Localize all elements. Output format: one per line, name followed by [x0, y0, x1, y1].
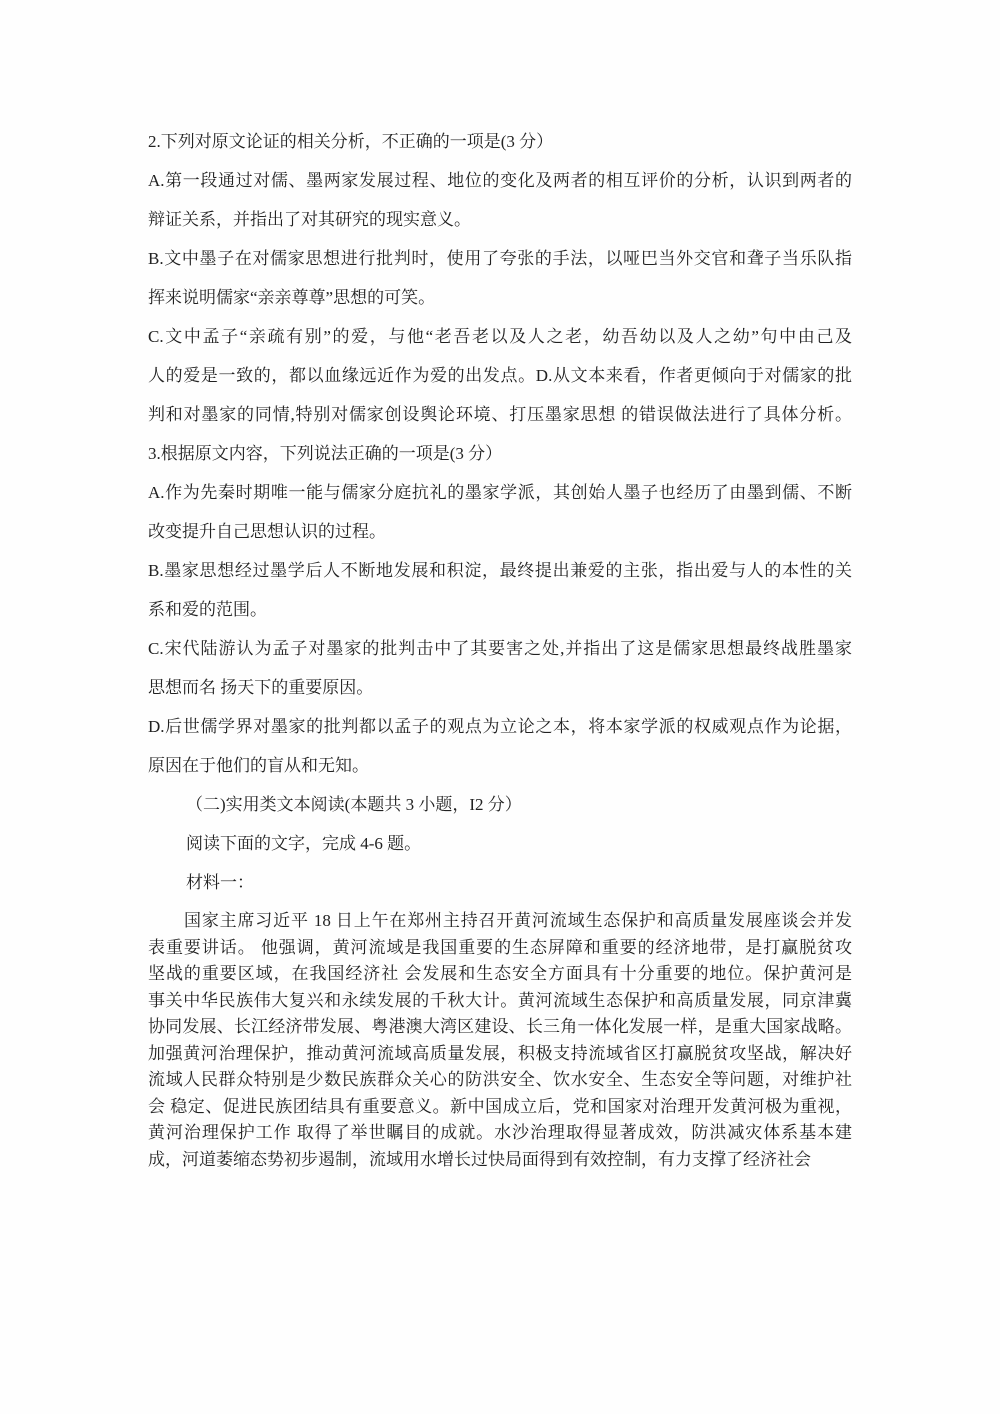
section-2-heading: （二)实用类文本阅读(本题共 3 小题，I2 分）: [186, 795, 522, 814]
material-1-line: 事关中华民族伟大复兴和永续发展的千秋大计。黄河流域生态保护和高质量发展，同京津冀: [148, 990, 852, 1010]
question-3-stem: 3.根据原文内容，下列说法正确的一项是(3 分）: [148, 444, 503, 463]
reading-instruction: 阅读下面的文字，完成 4-6 题。: [186, 834, 422, 853]
material-1-line: 加强黄河治理保护，推动黄河流域高质量发展，积极支持流域省区打赢脱贫攻坚战，解决好: [148, 1043, 852, 1063]
question-3-option-c-line: 思想而名 扬天下的重要原因。: [148, 678, 374, 697]
question-3-option-d-line: D.后世儒学界对墨家的批判都以孟子的观点为立论之本，将本家学派的权威观点作为论据，: [148, 717, 852, 736]
material-1-label: 材料一：: [186, 873, 254, 892]
question-3-block: [148, 434, 852, 785]
question-2-option-d-line: 判和对墨家的同情,特别对儒家创设舆论环境、打压墨家思想 的错误做法进行了具体分析。: [148, 405, 852, 424]
material-1-line: 会 稳定、促进民族团结具有重要意义。新中国成立后，党和国家对治理开发黄河极为重视，: [148, 1096, 852, 1116]
material-1-line: 表重要讲话。 他强调，黄河流域是我国重要的生态屏障和重要的经济地带，是打赢脱贫攻: [148, 937, 852, 957]
material-1-line: 坚战的重要区域，在我国经济社 会发展和生态安全方面具有十分重要的地位。保护黄河是: [148, 964, 852, 983]
question-3-option-c-line: C.宋代陆游认为孟子对墨家的批判击中了其要害之处,并指出了这是儒家思想最终战胜墨家: [148, 639, 852, 658]
question-2-option-c-line: C.文中孟子“亲疏有别”的爱，与他“老吾老以及人之老，幼吾幼以及人之幼”句中由己及: [148, 327, 852, 346]
question-2-block: [148, 122, 852, 434]
material-1-line: 成，河道萎缩态势初步遏制，流域用水增长过快局面得到有效控制，有力支撑了经济社会: [148, 1149, 811, 1169]
material-1-line: 流域人民群众特别是少数民族群众关心的防洪安全、饮水安全、生态安全等问题，对维护社: [148, 1070, 852, 1089]
material-1-line: 协同发展、长江经济带发展、粤港澳大湾区建设、长三角一体化发展一样，是重大国家战略。: [148, 1017, 852, 1036]
material-1-line: 国家主席习近平 18 日上午在郑州主持召开黄河流域生态保护和高质量发展座谈会并发: [184, 911, 852, 930]
question-2-option-a-line: 辩证关系，并指出了对其研究的现实意义。: [148, 210, 471, 229]
question-2-option-cd-line: 人的爱是一致的，都以血缘远近作为爱的出发点。D.从文本来看，作者更倾向于对儒家的批: [148, 366, 852, 385]
question-2-option-b-line: 挥来说明儒家“亲亲尊尊”思想的可笑。: [148, 288, 436, 307]
question-3-option-b-line: 系和爱的范围。: [148, 600, 267, 619]
question-3-option-d-line: 原因在于他们的盲从和无知。: [148, 756, 369, 775]
question-2-option-b-line: B.文中墨子在对儒家思想进行批判时，使用了夸张的手法，以哑巴当外交官和聋子当乐队指: [148, 249, 852, 268]
question-3-option-a-line: 改变提升自己思想认识的过程。: [148, 522, 386, 541]
material-1-line: 黄河治理保护工作 取得了举世瞩目的成就。水沙治理取得显著成效，防洪减灾体系基本建: [148, 1123, 852, 1142]
material-1-text-block: [148, 908, 852, 1173]
question-3-option-b-line: B.墨家思想经过墨学后人不断地发展和积淀，最终提出兼爱的主张，指出爱与人的本性的关: [148, 561, 852, 580]
question-3-option-a-line: A.作为先秦时期唯一能与儒家分庭抗礼的墨家学派，其创始人墨子也经历了由墨到儒、不断: [148, 483, 852, 502]
question-2-option-a-line: A.第一段通过对儒、墨两家发展过程、地位的变化及两者的相互评价的分析，认识到两者的: [148, 171, 852, 190]
question-2-stem: 2.下列对原文论证的相关分析，不正确的一项是(3 分）: [148, 132, 554, 151]
